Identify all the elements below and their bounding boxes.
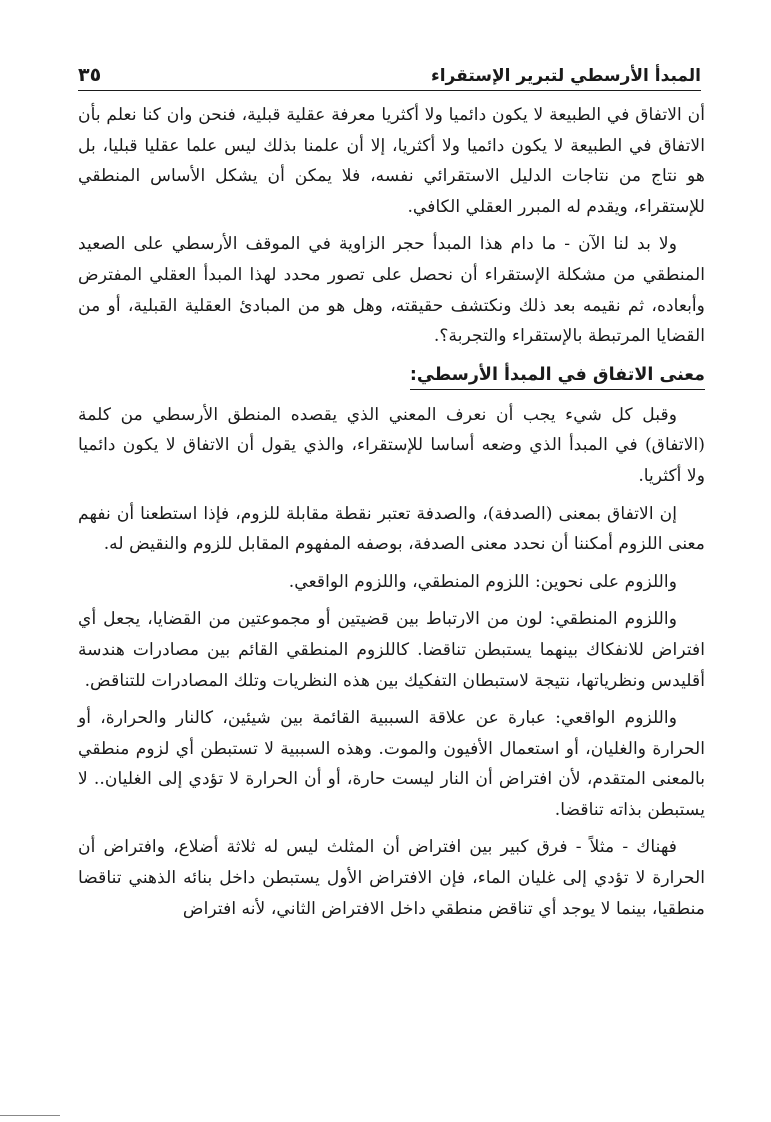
body-text — [78, 100, 705, 931]
section-heading: معنى الاتفاق في المبدأ الأرسطي: — [410, 361, 705, 390]
page-edge-divider — [0, 1115, 60, 1116]
paragraph: فهناك - مثلاً - فرق كبير بين افتراض أن المثلث ليس له ثلاثة أضلاع، وافتراض أن الحرارة لا تؤدي إلى غليان الماء، فإن الافتراض الأول يستبطن داخل بنائه الذهني تناقضا منطقيا، بينما لا يوجد أي تناقض منطقي داخل الافتراض الثاني، لأنه افتراض — [78, 837, 705, 919]
paragraph: ولا بد لنا الآن - ما دام هذا المبدأ حجر الزاوية في الموقف الأرسطي على الصعيد المنطقي من مشكلة الإستقراء أن نحصل على تصور محدد لهذا المبدأ العقلي المفترض وأبعاده، ثم نقيمه بعد ذلك ونكتشف حقيقته، وهل هو من المبادئ العقلية القبلية، أو من القضايا المرتبطة بالإستقراء والتجربة؟. — [78, 234, 705, 347]
paragraph: واللزوم على نحوين: اللزوم المنطقي، واللزوم الواقعي. — [288, 571, 677, 592]
paragraph: واللزوم المنطقي: لون من الارتباط بين قضيتين أو مجموعتين من القضايا، يجعل أي افتراض للانفكاك بينهما يستبطن تناقضا. كاللزوم المنطقي القائم بين مصادرات هندسة أقليدس ونظرياتها، نتيجة لاستبطان التفكيك بين هذه النظريات وتلك المصادرات للتناقض. — [78, 609, 705, 691]
paragraph: إن الاتفاق بمعنى (الصدفة)، والصدفة تعتبر نقطة مقابلة للزوم، فإذا استطعنا أن نفهم معنى اللزوم أمكننا أن نحدد معنى الصدفة، بوصفه المفهوم المقابل للزوم والنقيض له. — [78, 503, 705, 555]
paragraph: وقبل كل شيء يجب أن نعرف المعني الذي يقصده المنطق الأرسطي من كلمة (الاتفاق) في المبدأ الذي وضعه أساسا للإستقراء، والذي يقول أن الاتفاق لا يكون دائميا ولا أكثريا. — [78, 404, 705, 486]
page-header — [78, 52, 701, 91]
paragraph: واللزوم الواقعي: عبارة عن علاقة السببية القائمة بين شيئين، كالنار والحرارة، أو الحرارة والغليان، أو استعمال الأفيون والموت. وهذه السببية لا تستبطن أي لزوم منطقي بالمعنى المتقدم، لأن افتراض أن النار ليست حارة، أو أن الحرارة لا تؤدي إلى الغليان.. لا يستبطن بذاته تناقضا. — [78, 708, 705, 820]
paragraph: أن الاتفاق في الطبيعة لا يكون دائميا ولا أكثريا معرفة عقلية قبلية، فنحن وان كنا نعلم بأن الاتفاق في الطبيعة لا يكون دائميا ولا أكثريا، إلا أن علمنا بذلك ليس علما عقليا قبليا، بل هو نتاج من نتاجات الدليل الاستقرائي نفسه، فلا يمكن أن يشكل الأساس المنطقي للإستقراء، ويقدم له المبرر العقلي الكافي. — [78, 105, 705, 217]
running-title: المبدأ الأرسطي لتبرير الإستقراء — [431, 66, 701, 86]
page-number: ٣٥ — [78, 64, 102, 86]
